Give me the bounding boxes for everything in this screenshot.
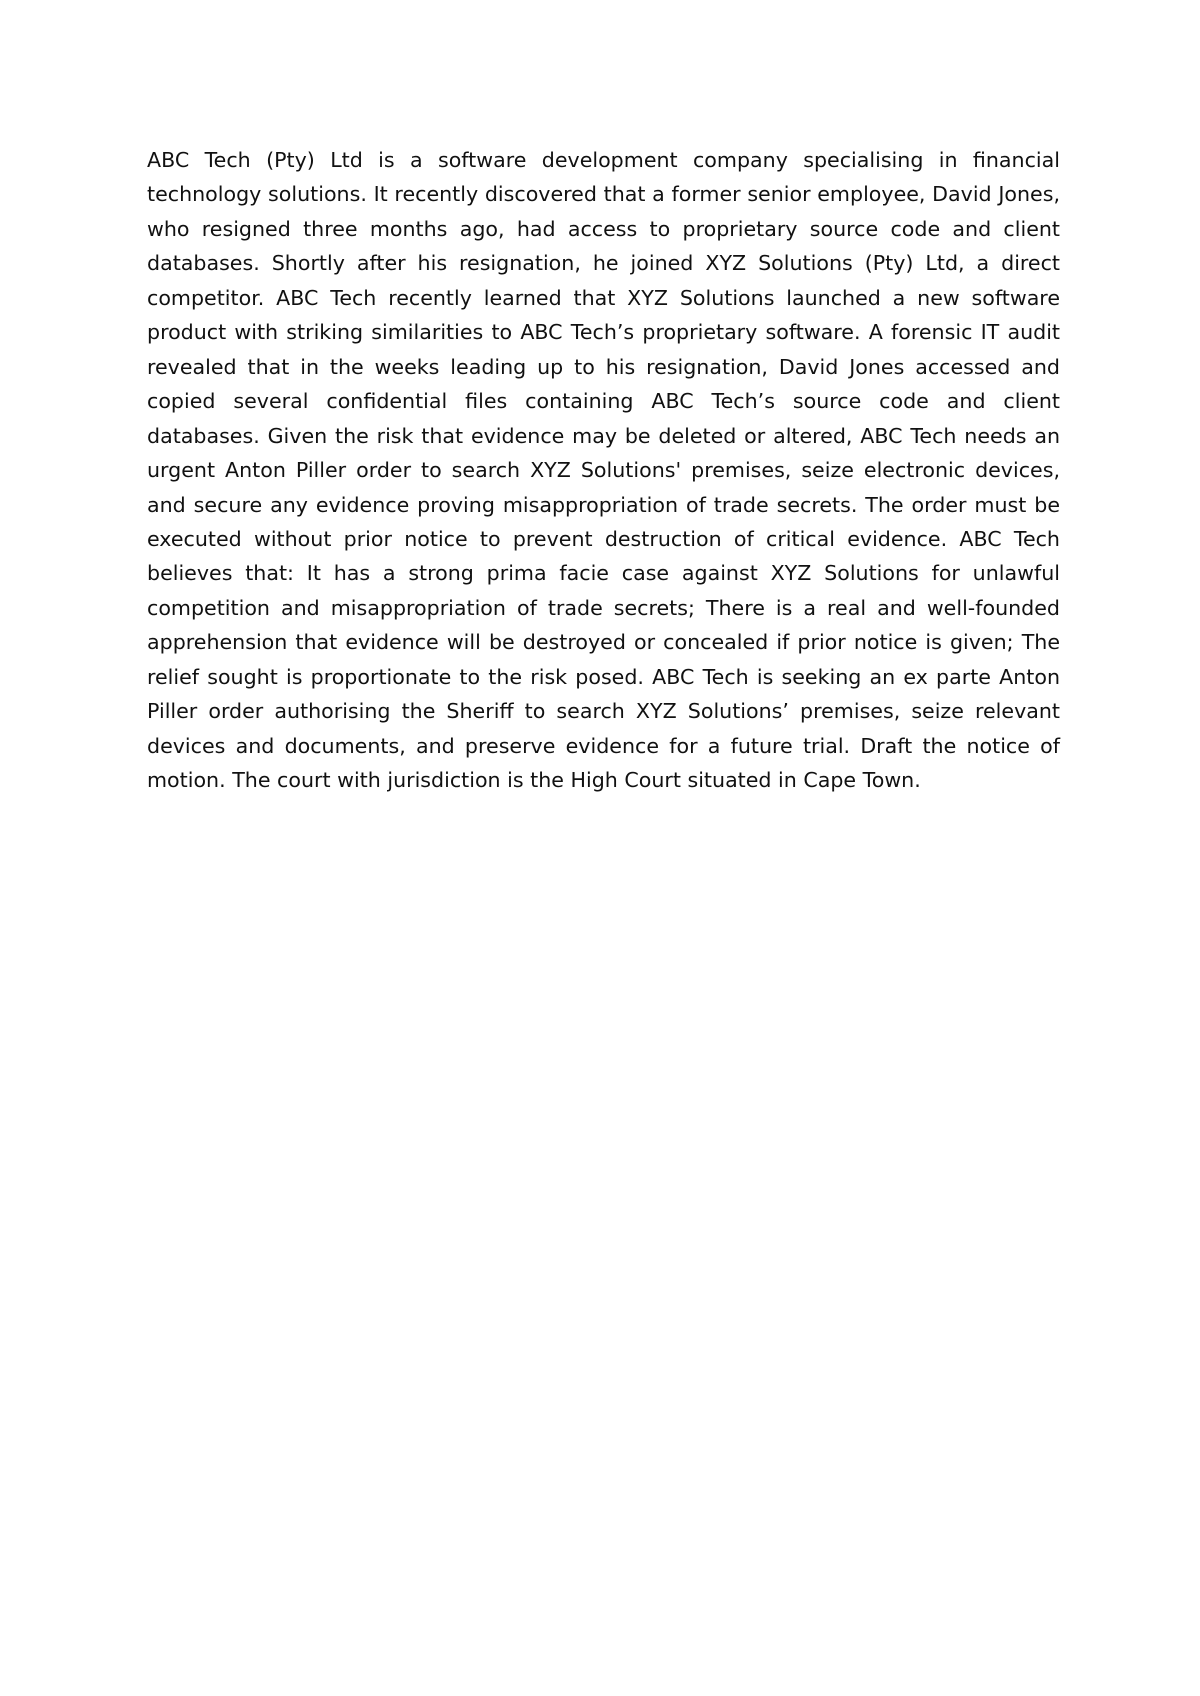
body-paragraph: ABC Tech (Pty) Ltd is a software development company specialising in financial technology solutions. It recently discovered that a former senior employee, David Jones, who resigned three months ago, had access to proprietary source code and client databases. Shortly after his resignation, he joined XYZ Solutions (Pty) Ltd, a direct competitor. ABC Tech recently learned that XYZ Solutions launched a new software product with striking similarities to ABC Tech’s proprietary software. A forensic IT audit revealed that in the weeks leading up to his resignation, David Jones accessed and copied several confidential files containing ABC Tech’s source code and client databases. Given the risk that evidence may be deleted or altered, ABC Tech needs an urgent Anton Piller order to search XYZ Solutions' premises, seize electronic devices, and secure any evidence proving misappropriation of trade secrets. The order must be executed without prior notice to prevent destruction of critical evidence. ABC Tech believes that: It has a strong prima facie case against XYZ Solutions for unlawful competition and misappropriation of trade secrets; There is a real and well-founded apprehension that evidence will be destroyed or concealed if prior notice is given; The relief sought is proportionate to the risk posed. ABC Tech is seeking an ex parte Anton Piller order authorising the Sheriff to search XYZ Solutions’ premises, seize relevant devices and documents, and preserve evidence for a future trial. Draft the notice of motion. The court with jurisdiction is the High Court situated in Cape Town. — [147, 148, 1060, 793]
